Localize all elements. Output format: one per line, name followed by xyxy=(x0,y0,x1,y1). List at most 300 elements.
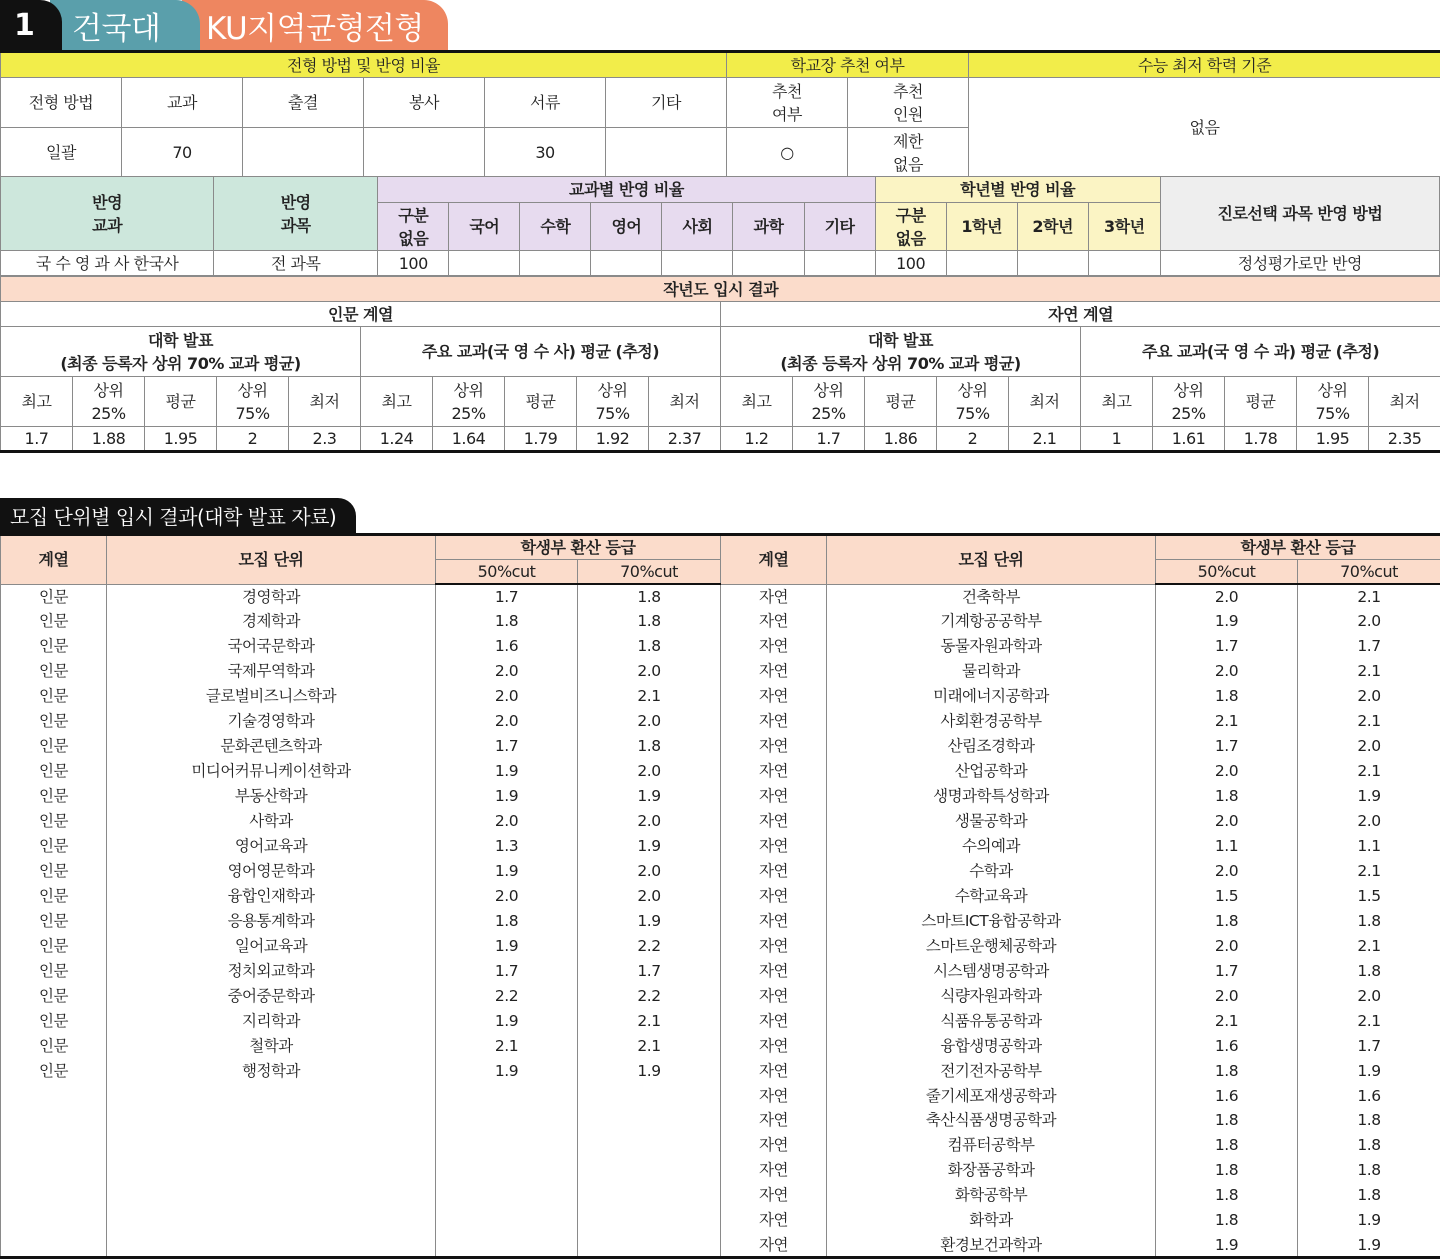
left-cut70-cell xyxy=(578,1233,721,1258)
right-field-cell: 자연 xyxy=(721,784,827,809)
stat-col-header: 최고 xyxy=(721,377,793,427)
grade-ratio-col: 2학년 xyxy=(1017,203,1088,251)
left-field-cell: 인문 xyxy=(1,709,107,734)
table-row xyxy=(1,1008,1440,1033)
left-cut50-cell: 1.8 xyxy=(436,609,578,634)
left-cut70-cell: 1.9 xyxy=(578,908,721,933)
left-cut70-cell: 1.8 xyxy=(578,584,721,609)
right-cut70-cell: 1.7 xyxy=(1298,634,1440,659)
right-cut50-cell: 1.5 xyxy=(1156,883,1298,908)
right-field-cell: 자연 xyxy=(721,584,827,609)
right-cut50-cell: 2.0 xyxy=(1156,759,1298,784)
stat-value: 1.7 xyxy=(1,427,73,452)
right-field-cell: 자연 xyxy=(721,1208,827,1233)
left-cut70-cell xyxy=(578,1108,721,1133)
right-cut70-cell: 2.1 xyxy=(1298,584,1440,609)
left-field-cell: 인문 xyxy=(1,759,107,784)
left-unit-cell: 미디어커뮤니케이션학과 xyxy=(107,759,436,784)
right-cut50-cell: 2.0 xyxy=(1156,983,1298,1008)
left-unit-cell: 중어중문학과 xyxy=(107,983,436,1008)
grade-ratio-value xyxy=(1088,251,1160,276)
left-cut50-cell: 1.9 xyxy=(436,1058,578,1083)
left-cut70-cell: 1.9 xyxy=(578,784,721,809)
left-cut50-cell: 1.3 xyxy=(436,834,578,859)
right-cut70-cell: 2.1 xyxy=(1298,709,1440,734)
left-unit-cell: 경영학과 xyxy=(107,584,436,609)
stat-value: 2 xyxy=(217,427,289,452)
left-field-cell: 인문 xyxy=(1,684,107,709)
left-unit-cell: 글로벌비즈니스학과 xyxy=(107,684,436,709)
right-cut70-cell: 1.9 xyxy=(1298,1208,1440,1233)
right-cut50-cell: 1.7 xyxy=(1156,958,1298,983)
right-field-cell: 자연 xyxy=(721,1058,827,1083)
left-cut50-cell: 2.0 xyxy=(436,709,578,734)
method-col-header: 서류 xyxy=(485,78,606,128)
left-field-cell: 인문 xyxy=(1,858,107,883)
left-cut50-cell xyxy=(436,1158,578,1183)
left-field-cell xyxy=(1,1083,107,1108)
subject-ratio-value: 100 xyxy=(378,251,449,276)
recommend-col-header: 추천 여부 xyxy=(727,78,848,128)
right-unit-cell: 산림조경학과 xyxy=(827,734,1156,759)
stat-col-header: 상위 75% xyxy=(937,377,1009,427)
stat-value: 1.7 xyxy=(793,427,865,452)
left-unit-cell: 지리학과 xyxy=(107,1008,436,1033)
left-cut50-cell xyxy=(436,1108,578,1133)
right-cut50-cell: 1.6 xyxy=(1156,1083,1298,1108)
right-cut50-cell: 1.1 xyxy=(1156,834,1298,859)
left-cut50-cell: 1.7 xyxy=(436,584,578,609)
stat-value: 2.3 xyxy=(289,427,361,452)
table-row xyxy=(1,1083,1440,1108)
right-cut70-cell: 2.0 xyxy=(1298,684,1440,709)
stat-value: 1.95 xyxy=(1297,427,1369,452)
stat-col-header: 최고 xyxy=(361,377,433,427)
grade-ratio-value: 100 xyxy=(875,251,946,276)
right-unit-cell: 생물공학과 xyxy=(827,809,1156,834)
right-50cut-header: 50%cut xyxy=(1156,560,1298,585)
right-field-cell: 자연 xyxy=(721,684,827,709)
course-label: 반영 과목 xyxy=(214,177,378,251)
left-cut70-cell xyxy=(578,1133,721,1158)
table-row xyxy=(1,784,1440,809)
table-row xyxy=(1,1058,1440,1083)
stat-value: 1.2 xyxy=(721,427,793,452)
right-cut70-cell: 2.0 xyxy=(1298,609,1440,634)
left-cut50-cell xyxy=(436,1183,578,1208)
left-field-cell xyxy=(1,1183,107,1208)
left-cut50-cell: 2.2 xyxy=(436,983,578,1008)
table-row xyxy=(1,834,1440,859)
subject-ratio-value xyxy=(804,251,875,276)
left-cut50-cell: 1.9 xyxy=(436,933,578,958)
right-field-cell: 자연 xyxy=(721,1108,827,1133)
right-cut50-cell: 1.8 xyxy=(1156,1183,1298,1208)
left-field-cell: 인문 xyxy=(1,784,107,809)
right-cut70-cell: 2.0 xyxy=(1298,734,1440,759)
right-cut70-cell: 2.1 xyxy=(1298,659,1440,684)
grade-ratio-col: 1학년 xyxy=(946,203,1017,251)
left-cut50-cell: 1.7 xyxy=(436,958,578,983)
recommend-col-header: 추천 인원 xyxy=(848,78,969,128)
left-unit-cell: 응용통계학과 xyxy=(107,908,436,933)
right-field-cell: 자연 xyxy=(721,983,827,1008)
stat-value: 1.78 xyxy=(1225,427,1297,452)
left-field-cell: 인문 xyxy=(1,933,107,958)
method-title: 전형 방법 및 반영 비율 xyxy=(1,52,727,78)
stat-value: 1.61 xyxy=(1153,427,1225,452)
right-field-cell: 자연 xyxy=(721,883,827,908)
left-cut70-cell: 2.2 xyxy=(578,933,721,958)
csat-title: 수능 최저 학력 기준 xyxy=(969,52,1440,78)
admission-type-label: KU지역균형전형 xyxy=(206,10,424,47)
left-field-cell: 인문 xyxy=(1,609,107,634)
left-cut50-cell xyxy=(436,1233,578,1258)
left-cut50-cell: 1.9 xyxy=(436,784,578,809)
left-cut50-cell xyxy=(436,1133,578,1158)
left-cut70-cell: 2.0 xyxy=(578,883,721,908)
left-cut70-cell: 2.0 xyxy=(578,709,721,734)
method-value: 30 xyxy=(485,128,606,178)
left-field-cell xyxy=(1,1108,107,1133)
right-cut70-cell: 1.1 xyxy=(1298,834,1440,859)
right-unit-cell: 화장품공학과 xyxy=(827,1158,1156,1183)
right-unit-cell: 기계항공공학부 xyxy=(827,609,1156,634)
stat-col-header: 최저 xyxy=(289,377,361,427)
left-cut70-cell: 2.0 xyxy=(578,759,721,784)
left-cut70-cell: 2.0 xyxy=(578,809,721,834)
subject-ratio-col: 구분 없음 xyxy=(378,203,449,251)
right-cut70-cell: 1.7 xyxy=(1298,1033,1440,1058)
right-cut70-cell: 1.8 xyxy=(1298,1133,1440,1158)
method-col-header: 기타 xyxy=(606,78,727,128)
right-unit-cell: 식량자원과학과 xyxy=(827,983,1156,1008)
recommend-value: 제한 없음 xyxy=(848,128,969,178)
left-field-cell: 인문 xyxy=(1,584,107,609)
stat-col-header: 평균 xyxy=(1225,377,1297,427)
table-row xyxy=(1,709,1440,734)
right-field-cell: 자연 xyxy=(721,609,827,634)
grade-ratio-title: 학년별 반영 비율 xyxy=(875,177,1160,203)
left-field-cell: 인문 xyxy=(1,734,107,759)
subject-value: 국 수 영 과 사 한국사 xyxy=(1,251,214,276)
left-70cut-header: 70%cut xyxy=(578,560,721,585)
left-cut70-cell: 2.1 xyxy=(578,1033,721,1058)
right-field-cell: 자연 xyxy=(721,659,827,684)
left-unit-cell: 행정학과 xyxy=(107,1058,436,1083)
right-field-cell: 자연 xyxy=(721,858,827,883)
right-field-cell: 자연 xyxy=(721,809,827,834)
left-cut70-cell: 2.2 xyxy=(578,983,721,1008)
table-row xyxy=(1,883,1440,908)
right-cut50-cell: 1.8 xyxy=(1156,1133,1298,1158)
career-title: 진로선택 과목 반영 방법 xyxy=(1160,177,1439,251)
stat-col-header: 평균 xyxy=(145,377,217,427)
left-unit-cell xyxy=(107,1108,436,1133)
stat-value: 1.86 xyxy=(865,427,937,452)
method-value: 70 xyxy=(122,128,243,178)
right-cut50-cell: 1.9 xyxy=(1156,609,1298,634)
right-cut50-cell: 1.9 xyxy=(1156,1233,1298,1258)
right-unit-cell: 물리학과 xyxy=(827,659,1156,684)
right-unit-cell: 식품유통공학과 xyxy=(827,1008,1156,1033)
right-cut70-cell: 2.1 xyxy=(1298,1008,1440,1033)
method-table xyxy=(0,50,1440,178)
left-cut50-cell: 1.7 xyxy=(436,734,578,759)
nature-univ-label: 대학 발표 (최종 등록자 상위 70% 교과 평균) xyxy=(721,327,1081,377)
left-unit-cell: 영어영문학과 xyxy=(107,858,436,883)
left-unit-header: 모집 단위 xyxy=(107,535,436,585)
right-70cut-header: 70%cut xyxy=(1298,560,1440,585)
course-value: 전 과목 xyxy=(214,251,378,276)
table-row xyxy=(1,809,1440,834)
right-field-cell: 자연 xyxy=(721,1158,827,1183)
left-cut70-cell xyxy=(578,1183,721,1208)
stat-col-header: 상위 25% xyxy=(793,377,865,427)
stat-col-header: 평균 xyxy=(865,377,937,427)
units-section-label: 모집 단위별 입시 결과(대학 발표 자료) xyxy=(10,505,337,529)
right-unit-cell: 건축학부 xyxy=(827,584,1156,609)
stat-value: 1.95 xyxy=(145,427,217,452)
right-field-cell: 자연 xyxy=(721,933,827,958)
left-cut50-cell: 2.0 xyxy=(436,809,578,834)
right-cut70-cell: 2.1 xyxy=(1298,858,1440,883)
right-field-header: 계열 xyxy=(721,535,827,585)
right-field-cell: 자연 xyxy=(721,1183,827,1208)
right-unit-cell: 화학과 xyxy=(827,1208,1156,1233)
left-field-cell xyxy=(1,1133,107,1158)
nature-field-title: 자연 계열 xyxy=(721,302,1440,327)
left-cut50-cell: 2.0 xyxy=(436,659,578,684)
grade-ratio-value xyxy=(1017,251,1088,276)
right-cut50-cell: 1.8 xyxy=(1156,784,1298,809)
right-field-cell: 자연 xyxy=(721,634,827,659)
subject-ratio-value xyxy=(520,251,591,276)
stat-value: 2.35 xyxy=(1369,427,1440,452)
left-cut70-cell xyxy=(578,1083,721,1108)
right-field-cell: 자연 xyxy=(721,1008,827,1033)
right-unit-cell: 수학교육과 xyxy=(827,883,1156,908)
stat-col-header: 최고 xyxy=(1081,377,1153,427)
stat-col-header: 최저 xyxy=(1369,377,1440,427)
stat-col-header: 평균 xyxy=(505,377,577,427)
left-unit-cell: 사학과 xyxy=(107,809,436,834)
right-unit-cell: 컴퓨터공학부 xyxy=(827,1133,1156,1158)
method-value xyxy=(606,128,727,178)
left-unit-cell: 국어국문학과 xyxy=(107,634,436,659)
method-col-header: 전형 방법 xyxy=(1,78,122,128)
ratio-table xyxy=(0,176,1440,276)
right-cut70-cell: 1.8 xyxy=(1298,1108,1440,1133)
right-field-cell: 자연 xyxy=(721,1083,827,1108)
stat-value: 1.79 xyxy=(505,427,577,452)
stat-value: 2.37 xyxy=(649,427,721,452)
recommend-value: ○ xyxy=(727,128,848,178)
units-section-title xyxy=(0,498,356,533)
right-field-cell: 자연 xyxy=(721,709,827,734)
right-field-cell: 자연 xyxy=(721,1233,827,1258)
table-row xyxy=(1,933,1440,958)
right-unit-cell: 시스템생명공학과 xyxy=(827,958,1156,983)
stat-col-header: 상위 75% xyxy=(577,377,649,427)
right-cut50-cell: 1.7 xyxy=(1156,734,1298,759)
table-row xyxy=(1,1233,1440,1258)
subject-ratio-col: 사회 xyxy=(662,203,733,251)
right-unit-cell: 축산식품생명공학과 xyxy=(827,1108,1156,1133)
left-field-cell: 인문 xyxy=(1,908,107,933)
right-unit-cell: 산업공학과 xyxy=(827,759,1156,784)
right-cut70-cell: 2.0 xyxy=(1298,983,1440,1008)
stat-col-header: 상위 25% xyxy=(73,377,145,427)
subject-ratio-value xyxy=(662,251,733,276)
table-row xyxy=(1,584,1440,609)
recommend-title: 학교장 추천 여부 xyxy=(727,52,969,78)
right-unit-cell: 수의예과 xyxy=(827,834,1156,859)
left-cut70-cell: 1.8 xyxy=(578,734,721,759)
right-unit-cell: 미래에너지공학과 xyxy=(827,684,1156,709)
right-field-cell: 자연 xyxy=(721,834,827,859)
left-grade-header: 학생부 환산 등급 xyxy=(436,535,721,560)
left-field-cell: 인문 xyxy=(1,983,107,1008)
left-field-cell: 인문 xyxy=(1,1008,107,1033)
table-row xyxy=(1,1208,1440,1233)
table-row xyxy=(1,908,1440,933)
right-cut50-cell: 2.1 xyxy=(1156,709,1298,734)
subject-ratio-value xyxy=(591,251,662,276)
left-unit-cell xyxy=(107,1233,436,1258)
left-unit-cell xyxy=(107,1083,436,1108)
stat-col-header: 상위 75% xyxy=(217,377,289,427)
right-cut50-cell: 2.0 xyxy=(1156,933,1298,958)
right-field-cell: 자연 xyxy=(721,908,827,933)
left-unit-cell: 문화콘텐츠학과 xyxy=(107,734,436,759)
left-cut70-cell: 2.1 xyxy=(578,684,721,709)
left-cut70-cell: 1.9 xyxy=(578,1058,721,1083)
left-unit-cell: 정치외교학과 xyxy=(107,958,436,983)
left-unit-cell: 기술경영학과 xyxy=(107,709,436,734)
university-label: 건국대 xyxy=(72,10,161,47)
left-field-cell xyxy=(1,1233,107,1258)
right-cut70-cell: 1.8 xyxy=(1298,1183,1440,1208)
left-field-cell: 인문 xyxy=(1,883,107,908)
stat-value: 1 xyxy=(1081,427,1153,452)
stat-col-header: 상위 25% xyxy=(433,377,505,427)
nature-est-label: 주요 교과(국 영 수 과) 평균 (추정) xyxy=(1081,327,1440,377)
stat-value: 1.92 xyxy=(577,427,649,452)
table-row xyxy=(1,983,1440,1008)
stat-value: 1.88 xyxy=(73,427,145,452)
admission-type-tab xyxy=(182,0,448,50)
right-cut50-cell: 2.1 xyxy=(1156,1008,1298,1033)
right-cut70-cell: 1.9 xyxy=(1298,1233,1440,1258)
units-table xyxy=(0,533,1440,1259)
right-unit-cell: 환경보건과학과 xyxy=(827,1233,1156,1258)
method-value: 일괄 xyxy=(1,128,122,178)
stat-col-header: 최저 xyxy=(649,377,721,427)
subject-ratio-title: 교과별 반영 비율 xyxy=(378,177,875,203)
left-field-cell xyxy=(1,1208,107,1233)
method-col-header: 교과 xyxy=(122,78,243,128)
right-cut70-cell: 1.8 xyxy=(1298,1158,1440,1183)
table-row xyxy=(1,958,1440,983)
left-unit-cell: 일어교육과 xyxy=(107,933,436,958)
left-unit-cell: 철학과 xyxy=(107,1033,436,1058)
table-row xyxy=(1,1033,1440,1058)
last-year-table xyxy=(0,276,1440,453)
subject-ratio-col: 수학 xyxy=(520,203,591,251)
table-row xyxy=(1,659,1440,684)
right-cut70-cell: 1.9 xyxy=(1298,1058,1440,1083)
table-row xyxy=(1,858,1440,883)
subject-ratio-value xyxy=(449,251,520,276)
left-unit-cell: 융합인재학과 xyxy=(107,883,436,908)
left-cut70-cell: 2.1 xyxy=(578,1008,721,1033)
stat-value: 2.1 xyxy=(1009,427,1081,452)
left-cut50-cell: 1.9 xyxy=(436,759,578,784)
left-field-cell: 인문 xyxy=(1,659,107,684)
right-unit-cell: 수학과 xyxy=(827,858,1156,883)
left-unit-cell xyxy=(107,1158,436,1183)
left-unit-cell xyxy=(107,1208,436,1233)
right-cut50-cell: 1.8 xyxy=(1156,1108,1298,1133)
right-cut70-cell: 1.8 xyxy=(1298,908,1440,933)
left-cut50-cell: 2.0 xyxy=(436,883,578,908)
university-tab xyxy=(50,0,200,50)
subject-ratio-col: 과학 xyxy=(733,203,804,251)
section-number-label: 1 xyxy=(14,7,35,43)
stat-col-header: 상위 75% xyxy=(1297,377,1369,427)
left-field-cell: 인문 xyxy=(1,1058,107,1083)
table-row xyxy=(1,609,1440,634)
table-row xyxy=(1,1108,1440,1133)
left-cut70-cell: 1.8 xyxy=(578,634,721,659)
right-unit-cell: 융합생명공학과 xyxy=(827,1033,1156,1058)
subject-ratio-col: 국어 xyxy=(449,203,520,251)
csat-value: 없음 xyxy=(969,78,1440,178)
grade-ratio-col: 구분 없음 xyxy=(875,203,946,251)
right-cut70-cell: 2.1 xyxy=(1298,759,1440,784)
right-cut70-cell: 2.0 xyxy=(1298,809,1440,834)
left-cut70-cell: 1.7 xyxy=(578,958,721,983)
stat-value: 2 xyxy=(937,427,1009,452)
right-cut50-cell: 2.0 xyxy=(1156,809,1298,834)
right-field-cell: 자연 xyxy=(721,734,827,759)
subject-label: 반영 교과 xyxy=(1,177,214,251)
left-field-cell xyxy=(1,1158,107,1183)
left-field-cell: 인문 xyxy=(1,834,107,859)
right-cut50-cell: 2.0 xyxy=(1156,659,1298,684)
table-row xyxy=(1,759,1440,784)
right-cut50-cell: 1.8 xyxy=(1156,1158,1298,1183)
method-col-header: 출결 xyxy=(243,78,364,128)
right-field-cell: 자연 xyxy=(721,958,827,983)
stat-col-header: 상위 25% xyxy=(1153,377,1225,427)
left-cut70-cell: 1.9 xyxy=(578,834,721,859)
left-50cut-header: 50%cut xyxy=(436,560,578,585)
left-cut70-cell: 2.0 xyxy=(578,858,721,883)
last-year-title: 작년도 입시 결과 xyxy=(1,277,1440,302)
right-unit-cell: 사회환경공학부 xyxy=(827,709,1156,734)
section-number xyxy=(0,0,62,50)
left-cut50-cell: 1.8 xyxy=(436,908,578,933)
left-cut50-cell: 1.9 xyxy=(436,858,578,883)
left-cut70-cell xyxy=(578,1208,721,1233)
human-field-title: 인문 계열 xyxy=(1,302,721,327)
left-cut70-cell xyxy=(578,1158,721,1183)
left-unit-cell: 부동산학과 xyxy=(107,784,436,809)
right-cut70-cell: 1.5 xyxy=(1298,883,1440,908)
right-unit-cell: 동물자원과학과 xyxy=(827,634,1156,659)
